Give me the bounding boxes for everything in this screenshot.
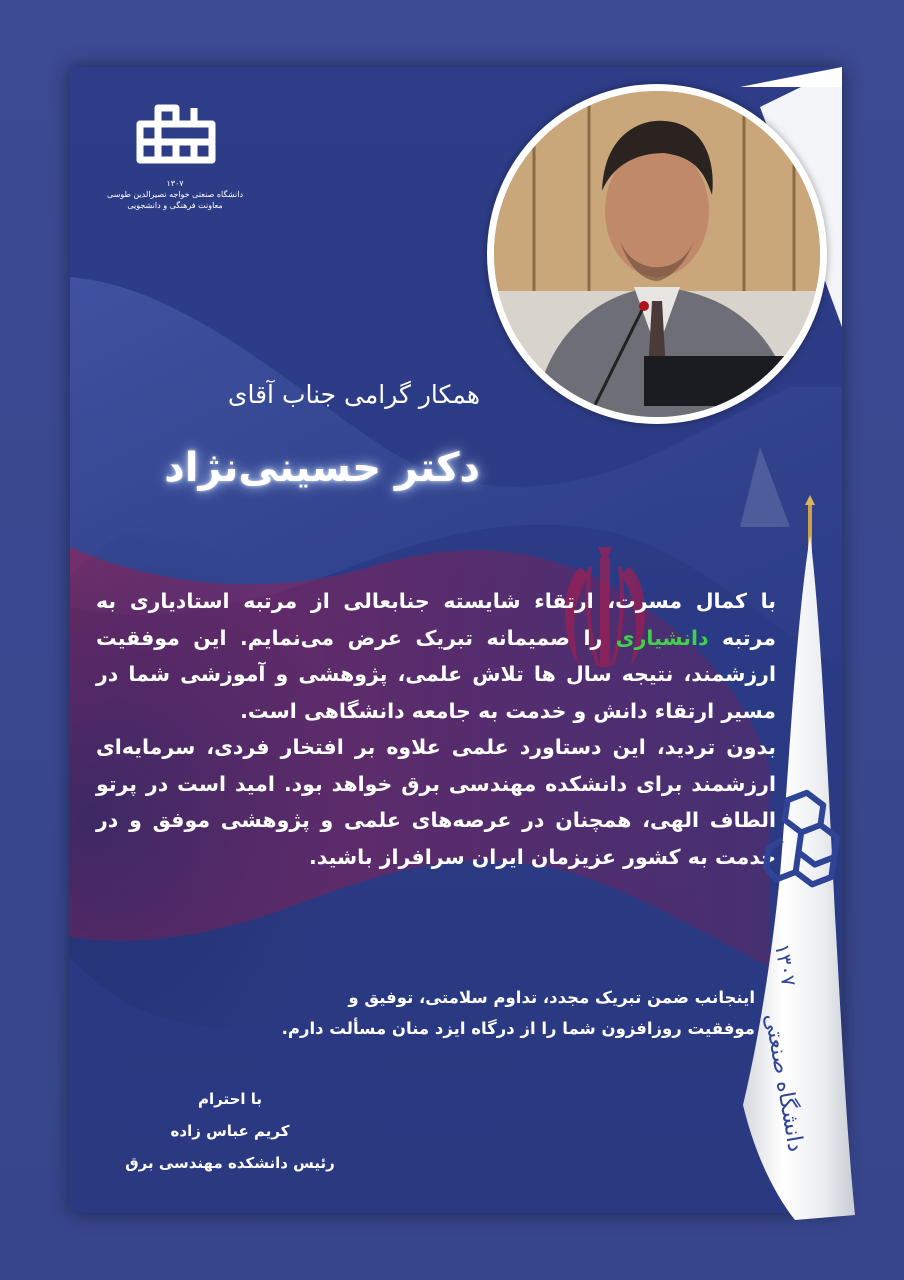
message-text-part-1: با کمال مسرت، ارتقاء شایسته جنابعالی از مرتبه استادیاری به مرتبه (96, 589, 776, 650)
signature-regards: با احترام (197, 1090, 263, 1108)
signature-block (80, 1083, 380, 1179)
message-paragraph-2: بدون تردید، این دستاورد علمی علاوه بر افتخار فردی، سرمایه‌ای ارزشمند برای دانشکده مهندسی برق خواهد بود. امید است در پرتو الطاف الهی، همچنان در عرصه‌های علمی و پژوهشی موفق و در خدمت به کشور عزیزمان ایران سرافراز باشید. (96, 735, 776, 869)
greeting-subtitle: همکار گرامی جناب آقای (227, 380, 480, 409)
closing-text (150, 982, 755, 1044)
message-paragraph-1 (96, 583, 776, 729)
message-body (96, 583, 776, 875)
signature-position: رئیس دانشکده مهندسی برق (125, 1154, 335, 1172)
closing-line-2: موفقیت روزافزون شما را از درگاه ایزد منان مسألت دارم. (281, 1019, 755, 1038)
message-text-part-2: را صمیمانه تبریک عرض می‌نمایم. این موفقیت ارزشمند، نتیجه سال ها تلاش علمی، پژوهشی و آموزشی شما در مسیر ارتقاء دانش و خدمت به جامعه دانشگاهی است. (96, 625, 776, 723)
logo-caption (100, 178, 250, 211)
honoree-photo (494, 91, 820, 417)
logo-year: ۱۳۰۷ (166, 179, 184, 188)
logo-university-name: دانشگاه صنعتی خواجه نصیرالدین طوسی (106, 190, 244, 199)
svg-text:دانشگاه صنعتی: دانشگاه صنعتی (759, 1011, 809, 1154)
university-flag-icon (735, 495, 865, 1235)
closing-line-1: اینجانب ضمن تبریک مجدد، تداوم سلامتی، توفیق و (348, 988, 755, 1007)
logo-department: معاونت فرهنگی و دانشجویی (127, 201, 223, 210)
svg-text:۱۳۰۷: ۱۳۰۷ (770, 941, 802, 989)
signature-signer: کریم عباس زاده (170, 1122, 290, 1140)
honoree-name: دکتر حسینی‌نژاد (164, 445, 480, 491)
rank-highlight: دانشیاری (615, 625, 709, 650)
portrait-icon (494, 91, 820, 417)
